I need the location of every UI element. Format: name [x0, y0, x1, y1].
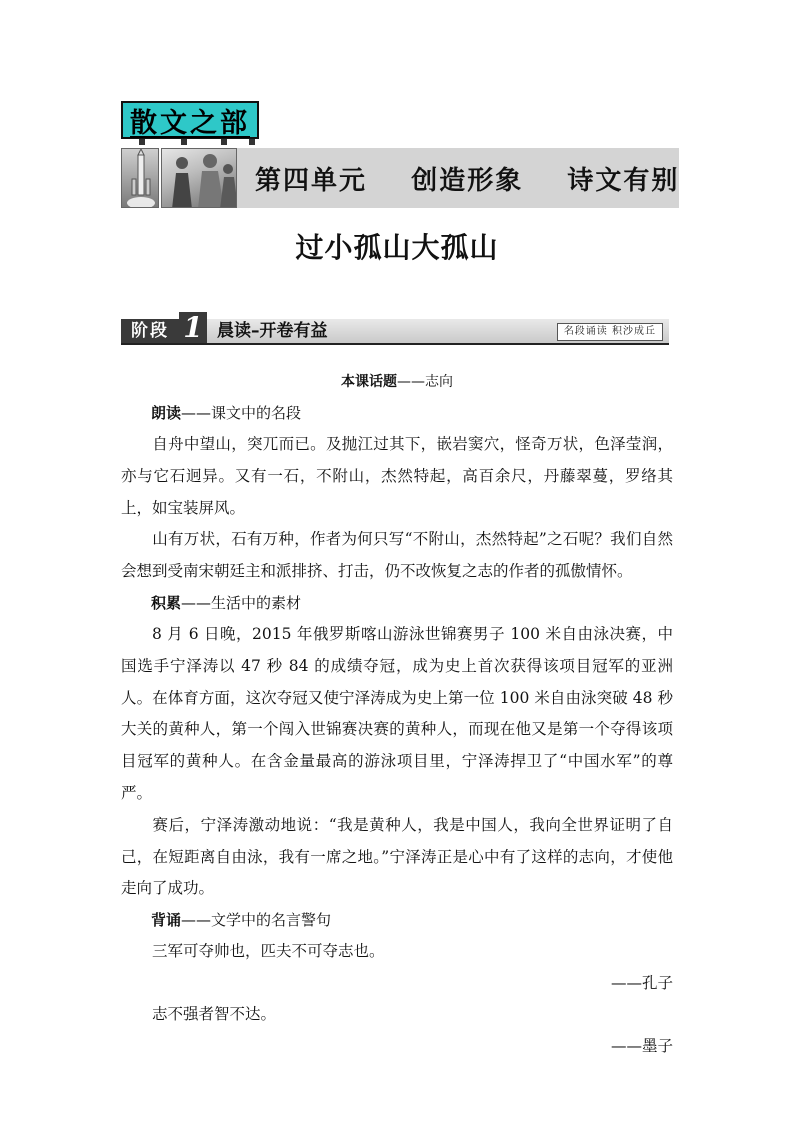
paragraph-text: 8 月 6 日晚，2015 年俄罗斯喀山游泳世锦赛男子 100 米自由泳决赛，中国选手宁泽涛以 47 秒 84 的成绩夺冠，成为史上首次获得该项目冠军的亚洲人。在体育方面，这次夺冠又使宁泽涛成为史上第一位 100 米自由泳突破 48 秒大关的黄种人，第一个闯入世锦赛决赛的黄种人，而现在他又是第一个夺得该项目冠军的黄种人。在含金量最高的游泳项目里，宁泽涛捍卫了“中国水军”的尊严。 — [121, 624, 673, 802]
paragraph — [121, 429, 673, 524]
stage-label: 阶段 — [121, 319, 179, 343]
stage-tag: 名段诵读 积沙成丘 — [557, 323, 663, 341]
section-banner-text: 散文之部 — [130, 107, 250, 139]
quote-text-content: 志不强者智不达。 — [152, 1004, 277, 1023]
stage-title: 晨读–开卷有益 — [217, 321, 328, 341]
ancient-figures-image — [161, 148, 237, 208]
paragraph — [121, 524, 673, 588]
section-heading-recite — [121, 398, 673, 429]
quote-author: ——墨子 — [610, 1036, 673, 1055]
unit-header-images — [121, 148, 237, 208]
paragraph — [121, 619, 673, 810]
section-heading-rest: ——文学中的名言警句 — [181, 911, 332, 930]
paragraph-text: 赛后，宁泽涛激动地说：“我是黄种人，我是中国人，我向全世界证明了自己，在短距离自由泳，我有一席之地。”宁泽涛正是心中有了这样的志向，才使他走向了成功。 — [121, 815, 673, 898]
section-heading-label: 背诵 — [151, 911, 182, 930]
section-heading-label: 朗读 — [151, 404, 182, 422]
section-banner-underline-decoration — [121, 139, 259, 147]
section-heading-rest: ——生活中的素材 — [181, 593, 302, 612]
quote-text — [121, 936, 673, 968]
lesson-content — [121, 366, 673, 1062]
quote-author: ——孔子 — [610, 973, 673, 992]
unit-title: 第四单元 创造形象 诗文有别 — [255, 165, 680, 196]
section-heading-rest: ——课文中的名段 — [181, 404, 302, 422]
rocket-image — [121, 148, 159, 208]
paragraph — [121, 810, 673, 905]
stage-bar — [121, 311, 669, 345]
topic-label: 本课话题 — [341, 374, 397, 390]
quote-text — [121, 999, 673, 1031]
section-heading-label: 积累 — [151, 593, 182, 612]
paragraph-text: 自舟中望山，突兀而已。及抛江过其下，嵌岩窦穴，怪奇万状，色泽莹润，亦与它石迥异。又有一石，不附山，杰然特起，高百余尺，丹藤翠蔓，罗络其上，如宝装屏风。 — [121, 435, 673, 517]
paragraph-text: 山有万状，石有万种，作者为何只写“不附山，杰然特起”之石呢？我们自然会想到受南宋朝廷主和派排挤、打击，仍不改恢复之志的作者的孤傲情怀。 — [121, 530, 673, 581]
topic-line — [121, 366, 673, 398]
stage-number: 1 — [179, 312, 207, 343]
section-banner — [121, 101, 259, 139]
quote-text-content: 三军可夺帅也，匹夫不可夺志也。 — [152, 942, 385, 961]
lesson-title: 过小孤山大孤山 — [295, 231, 499, 264]
topic-value: ——志向 — [397, 374, 453, 390]
unit-header — [121, 148, 680, 208]
section-heading-accumulate — [121, 588, 673, 619]
unit-title-bar — [237, 148, 679, 208]
section-heading-memorize — [121, 905, 673, 936]
